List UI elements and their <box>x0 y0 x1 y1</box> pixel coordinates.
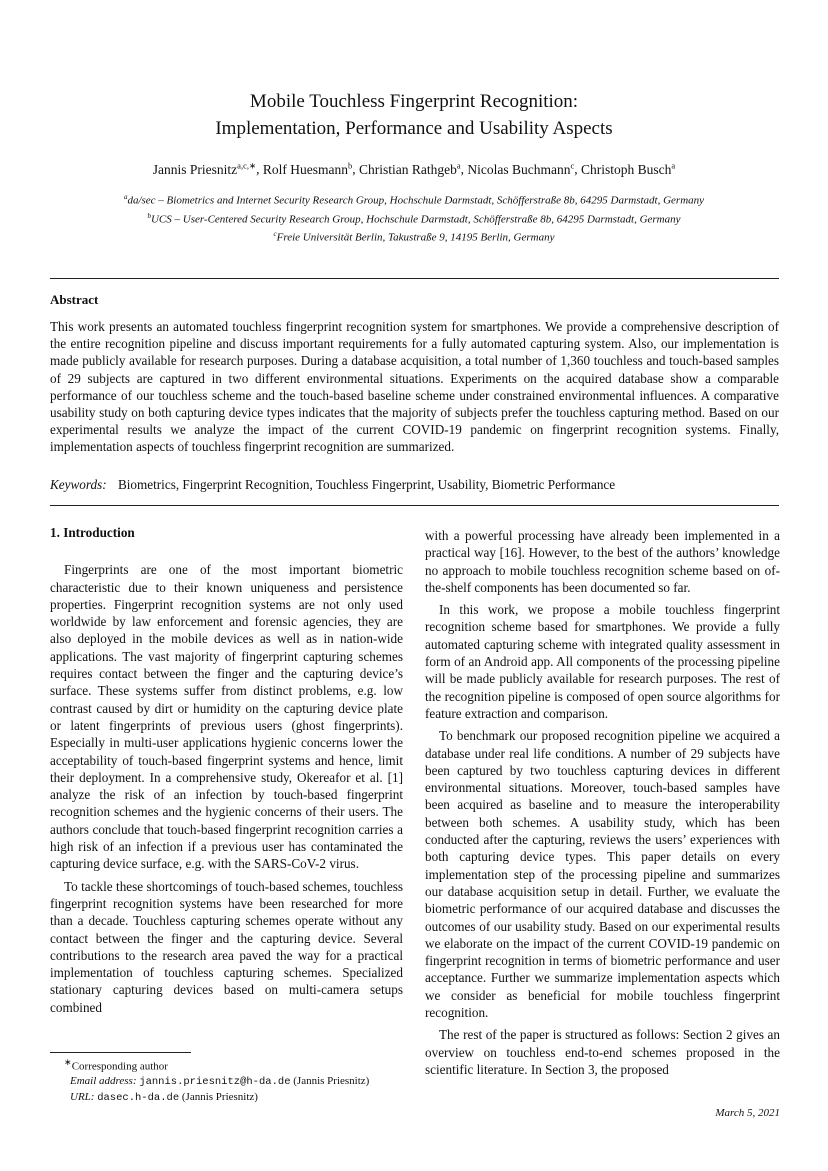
author: Christoph Busch$^a$ <box>581 160 676 177</box>
author: Rolf Huesmann$^b$ <box>262 160 353 177</box>
footnote-corresponding: ∗Corresponding author <box>64 1057 168 1073</box>
keywords-label: Keywords: <box>50 477 107 492</box>
divider <box>50 505 779 506</box>
author-list: Jannis Priesnitz$^{a,c,∗}$, Rolf Huesmann$^b$, Christian Rathgeb$^a$, Nicolas Buchmann$^c$, Christoph Busch$^a$ <box>152 160 676 177</box>
paragraph: with a powerful processing have already been implemented in a practical way [16]. However, to the best of the authors’ knowledge no approach to mobile touchless recognition scheme based on of-the-shelf components has been documented so far. <box>425 528 780 595</box>
url-link[interactable]: dasec.h-da.de <box>97 1091 180 1104</box>
footnote-email: Email address: jannis.priesnitz@h-da.de (Jannis Priesnitz) <box>70 1075 370 1089</box>
affiliation: $^b$UCS – User-Centered Security Research Group, Hochschule Darmstadt, Schöfferstraße 8b, 64295 Darmstadt, Germany <box>147 211 681 226</box>
title-line-1: Mobile Touchless Fingerprint Recognition: <box>249 91 579 112</box>
footnote-url: URL: dasec.h-da.de (Jannis Priesnitz) <box>70 1090 258 1104</box>
paper-title <box>0 88 828 142</box>
divider <box>50 278 779 279</box>
author: Jannis Priesnitz$^{a,c,∗}$ <box>152 160 257 177</box>
abstract-heading: Abstract <box>50 292 99 307</box>
email-link[interactable]: jannis.priesnitz@h-da.de <box>139 1076 291 1089</box>
footnotes <box>50 1055 410 1105</box>
paragraph: To tackle these shortcomings of touch-based schemes, touchless fingerprint recognition systems have been researched for more than a decade. Touchless capturing schemes operate without any contact between the finger and the capturing device. Several contributions to the research area paved the way for a practical implementation of touchless capturing schemes. Specialized stationary capturing devices based on multi-camera setups combined <box>50 878 403 1015</box>
paragraph: To benchmark our proposed recognition pipeline we acquired a database under real life conditions. A number of 29 subjects have been captured by two touchless capturing devices in different environmental situations. Moreover, touch-based samples have been acquired as baseline and to measure the interoperability between both schemes. A usability study, which has been conducted after the capturing, reviews the users’ experiences with both capturing device types. This paper details on every implementation step of the processing pipeline and summarizes our database acquisition setup in detail. Further, we evaluate the biometric performance of our acquired database and discusses the outcomes of our usability study. Based on our experimental results we elaborate on the impact of the current COVID-19 pandemic on fingerprint recognition in terms of biometric performance and user acceptance. Further we summarize implementation aspects which we consider as beneficial for mobile touchless fingerprint recognition. <box>425 728 780 1021</box>
keywords-text: Biometrics, Fingerprint Recognition, Touchless Fingerprint, Usability, Biometric Performance <box>117 477 616 492</box>
keywords <box>50 477 779 493</box>
section-heading: 1. Introduction <box>50 525 135 540</box>
paragraph: Fingerprints are one of the most important biometric characteristic due to their known uniqueness and persistence properties. Fingerprint recognition systems are not only used worldwide by law enforcement and forensic agencies, they are also deployed in the mobile devices as well as in nation-wide applications. The vast majority of fingerprint capturing schemes requires contact between the finger and the capturing device’s surface. These systems suffer from distinct problems, e.g. low contrast caused by dirt or humidity on the capturing device plate or latent fingerprints of previous users (ghost fingerprints). Especially in multi-user applications hygienic concerns lower the acceptability of touch-based fingerprint systems and hence, limit their deployment. In a comprehensive study, Okereafor et al. [1] analyze the risk of an infection by touch-based fingerprint recognition schemes and the hygienic concerns of their users. The authors conclude that touch-based fingerprint recognition carries a high risk of an infection if a previous user has contaminated the capturing device surface, e.g. with the SARS-CoV-2 virus. <box>50 562 403 872</box>
abstract-text: This work presents an automated touchless fingerprint recognition system for smartphones. We provide a comprehensive description of the entire recognition pipeline and discuss important requirements for a fully automated capturing system. Also, our implementation is made publicly available for research purposes. During a database acquisition, a total number of 1,360 touchless and touch-based samples of 29 subjects are captured in two different environmental situations. Experiments on the acquired database show a comparable performance of our touchless scheme and the touch-based baseline scheme under constrained environmental influences. A comparative usability study on both capturing device types indicates that the majority of subjects prefer the touchless capturing method. Based on our experimental results we analyze the impact of the current COVID-19 pandemic on fingerprint recognition systems. Finally, implementation aspects of touchless fingerprint recognition are summarized. <box>50 319 779 455</box>
author: Nicolas Buchmann$^c$ <box>467 160 575 177</box>
affiliation: $^c$Freie Universität Berlin, Takustraße 9, 14195 Berlin, Germany <box>273 230 555 244</box>
paragraph: The rest of the paper is structured as follows: Section 2 gives an overview on touchless end-to-end schemes proposed in the scientific literature. In Section 3, the proposed <box>425 1027 780 1077</box>
preprint-date: March 5, 2021 <box>715 1107 780 1119</box>
affiliation: $^a$da/sec – Biometrics and Internet Security Research Group, Hochschule Darmstadt, Schöfferstraße 8b, 64295 Darmstadt, Germany <box>123 193 705 207</box>
left-column <box>50 524 403 1021</box>
author: Christian Rathgeb$^a$ <box>358 160 461 177</box>
paragraph: In this work, we propose a mobile touchless fingerprint recognition scheme based for smartphones. We provide a fully automated capturing scheme with integrated quality assessment in form of an Android app. All components of the processing pipeline will be made publicly available for research purposes. The rest of the recognition pipeline is composed of open source algorithms for feature extraction and comparison. <box>425 602 780 721</box>
footnote-divider <box>50 1052 191 1053</box>
title-line-2: Implementation, Performance and Usability Aspects <box>215 118 613 139</box>
right-column <box>425 527 780 1083</box>
affiliation-list <box>0 190 828 246</box>
